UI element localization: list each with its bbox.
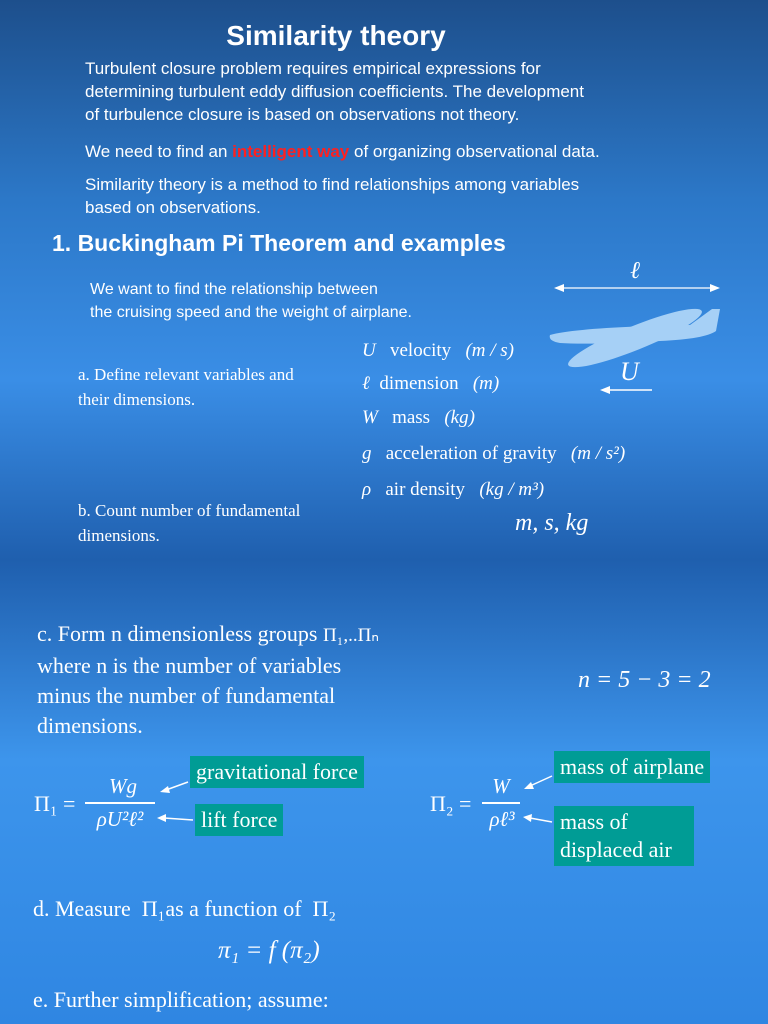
arrow-mass-airplane <box>530 776 552 786</box>
variable-desc: velocity <box>389 340 452 361</box>
variable-desc: air density <box>385 479 466 500</box>
arrow-grav-head <box>160 786 170 793</box>
step-c-line: dimensions. <box>37 713 143 738</box>
speed-symbol: U <box>620 357 639 386</box>
variable-symbol: g <box>362 443 372 464</box>
arrow-mass-airplane-head <box>524 782 534 789</box>
function-equation: π₁ = f (π₂) <box>218 937 320 964</box>
pi2-numerator: W <box>492 774 510 798</box>
mass-displaced-line: mass of <box>560 809 628 834</box>
variable-symbol: ℓ <box>362 373 370 394</box>
step-a-line: a. Define relevant variables and <box>78 365 294 384</box>
arrow-mass-displaced-head <box>523 814 532 822</box>
mass-of-airplane-label: mass of airplane <box>554 751 710 783</box>
variable-symbol: U <box>362 340 376 361</box>
variable-unit: (kg) <box>444 407 475 428</box>
variable-desc: acceleration of gravity <box>385 443 557 464</box>
pi1-numerator: Wg <box>109 774 137 798</box>
pi1-symbol: Π₁ <box>141 896 166 921</box>
step-e: e. Further simplification; assume: <box>33 987 329 1012</box>
similarity-line: based on observations. <box>85 198 261 217</box>
arrow-mass-displaced <box>530 818 552 822</box>
variable-unit: (m) <box>472 373 500 394</box>
step-d <box>33 896 336 922</box>
intro-line: of turbulence closure is based on observations not theory. <box>85 105 520 124</box>
step-a-line: their dimensions. <box>78 390 196 409</box>
need-suffix: of organizing observational data. <box>349 142 600 161</box>
gravitational-force-label: gravitational force <box>190 756 364 788</box>
pi2-symbol: Π₂ <box>312 896 337 921</box>
pi-groups: Π₁,..Πₙ <box>323 625 379 646</box>
arrow-grav <box>166 782 188 790</box>
want-line: the cruising speed and the weight of airplane. <box>90 304 412 321</box>
step-c-line: minus the number of fundamental <box>37 683 336 708</box>
n-equation: n = 5 − 3 = 2 <box>578 667 711 693</box>
pi1-denominator: ρU²ℓ² <box>96 807 144 831</box>
intro-line: determining turbulent eddy diffusion coefficients. The development <box>85 82 584 101</box>
step-b-line: b. Count number of fundamental <box>78 501 301 520</box>
variable-symbol: ρ <box>362 479 372 500</box>
variable-unit: (kg / m³) <box>479 479 545 500</box>
step-c-text: c. Form n dimensionless groups <box>37 621 318 646</box>
pi2-denominator: ρℓ³ <box>489 807 515 831</box>
step-b-line: dimensions. <box>78 526 160 545</box>
fundamental-dimensions: m, s, kg <box>515 510 589 536</box>
pi1-lhs: Π₁ = <box>34 791 76 816</box>
similarity-line: Similarity theory is a method to find relationships among variables <box>85 175 580 194</box>
intelligent-way-highlight: intelligent way <box>232 142 350 161</box>
step-d-prefix: d. Measure <box>33 896 131 921</box>
length-symbol: ℓ <box>630 258 640 284</box>
lift-force-label: lift force <box>195 804 283 836</box>
step-c-line: where n is the number of variables <box>37 653 342 678</box>
variable-symbol: W <box>362 407 378 428</box>
variable-desc: dimension <box>379 373 459 394</box>
need-prefix: We need to find an <box>85 142 233 161</box>
arrow-lift <box>164 818 193 820</box>
variable-unit: (m / s) <box>465 340 514 361</box>
page-title: Similarity theory <box>226 20 446 51</box>
pi2-lhs: Π₂ = <box>430 791 472 816</box>
section-heading: 1. Buckingham Pi Theorem and examples <box>52 230 506 256</box>
step-d-middle: as a function of <box>165 896 302 921</box>
variable-unit: (m / s²) <box>570 443 626 464</box>
intro-line: Turbulent closure problem requires empirical expressions for <box>85 59 541 78</box>
mass-displaced-line: displaced air <box>560 837 672 862</box>
variable-desc: mass <box>392 407 431 428</box>
want-line: We want to find the relationship between <box>90 281 378 298</box>
arrow-lift-head <box>157 814 166 822</box>
